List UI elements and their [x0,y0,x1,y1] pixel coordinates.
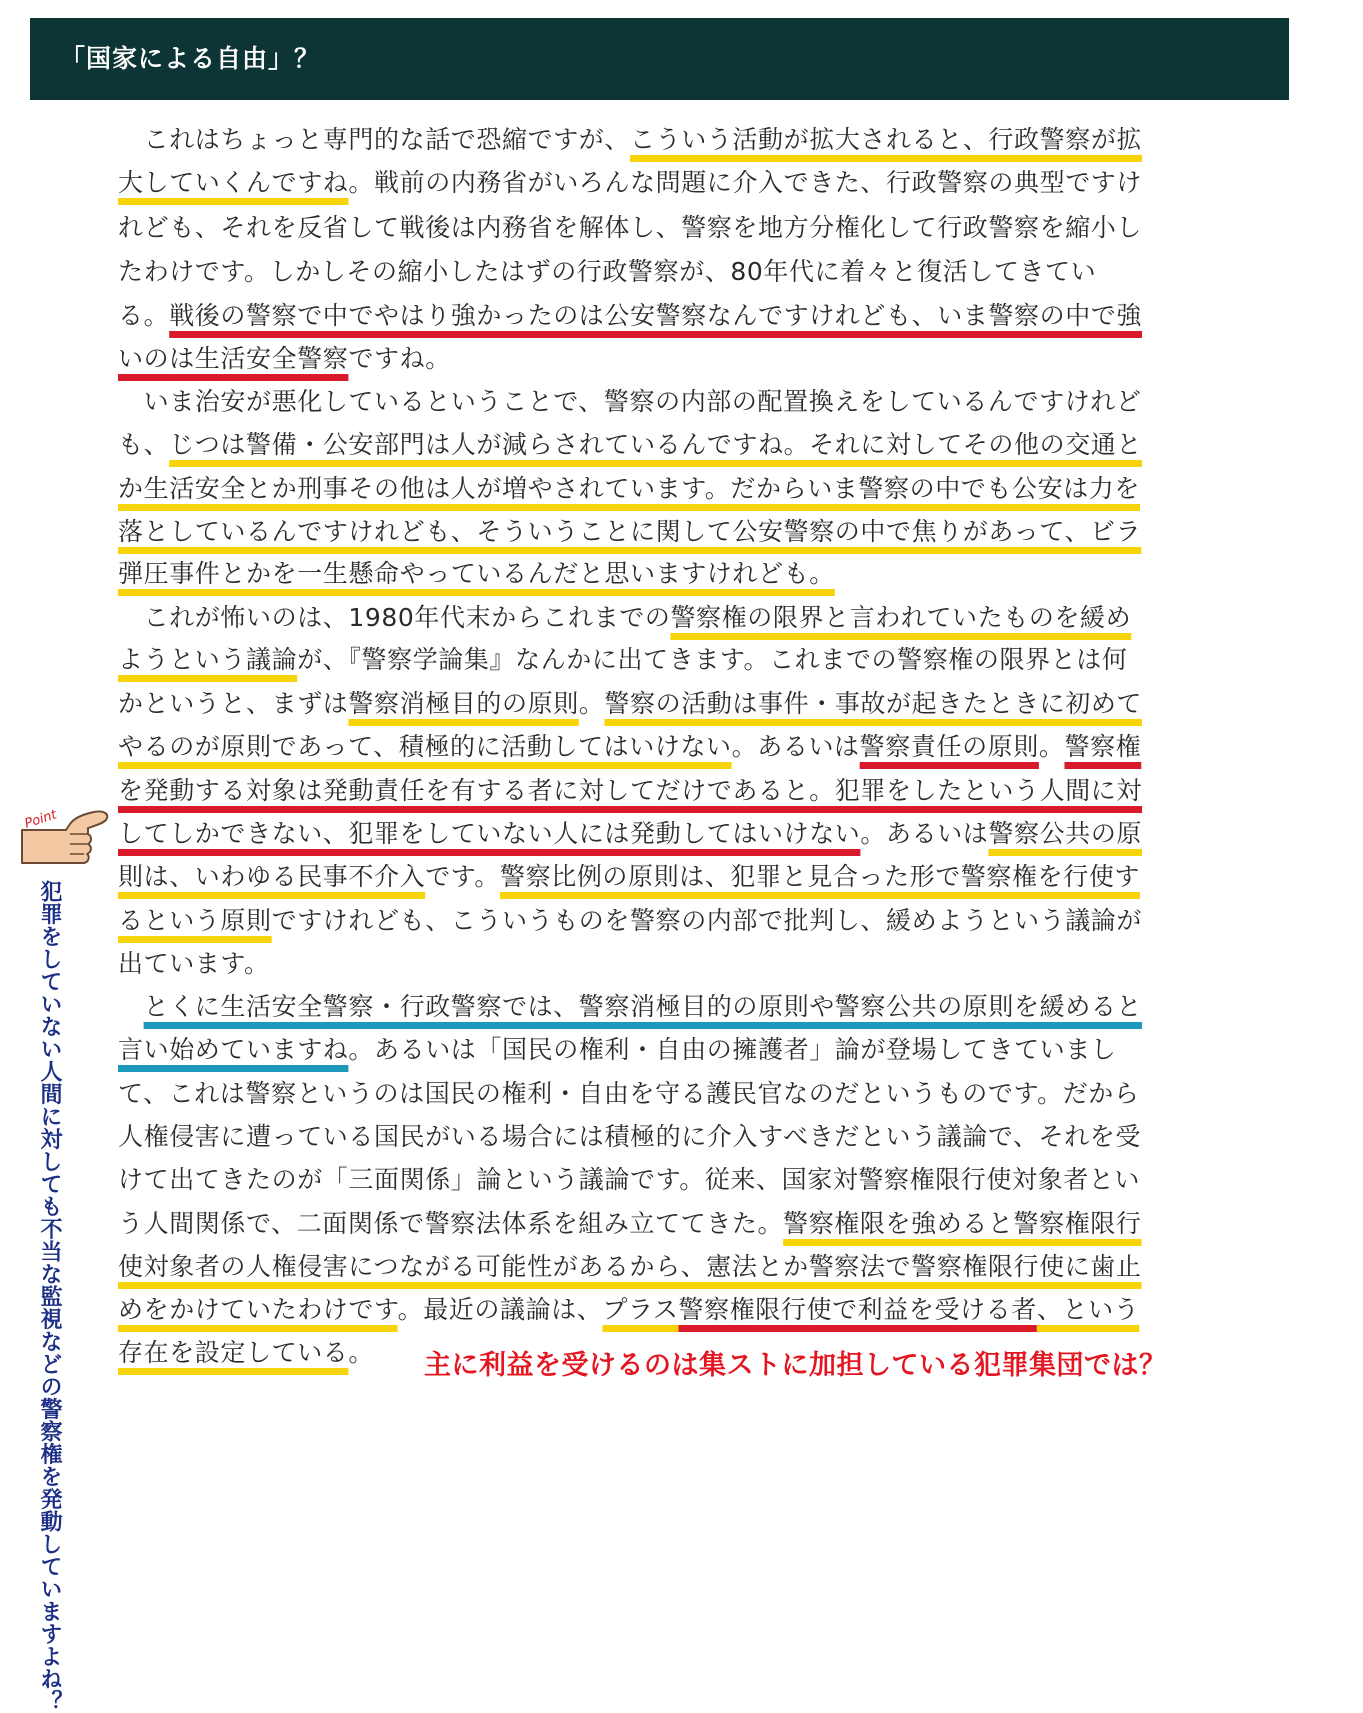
text-run: も、 [118,430,170,459]
text-line [118,1331,374,1374]
highlighted-phrase: るという原則 [118,906,272,935]
highlighted-phrase: 大していくんですね [118,168,349,197]
text-line [118,1158,1140,1201]
text-line [118,769,1142,812]
text-line [118,638,1128,681]
highlighted-phrase: 警察比例の原則は、犯罪と見合った形で警察権を行使す [500,862,1141,891]
text-run: たわけです。しかしその縮小したはずの行政警察が、80年代に着々と復活してきてい [118,257,1097,286]
text-line [118,380,1142,423]
highlighted-phrase: 、という [1036,1295,1140,1324]
highlighted-phrase: 警察公共の原 [988,819,1143,848]
text-run: が、『警察学論集』なんかに出てきます。これまでの警察権の限界とは何 [297,645,1128,674]
text-run: 。 [348,1338,375,1367]
highlighted-phrase: 弾圧事件とかを一生懸命やっているんだと思いますけれども。 [118,559,835,588]
text-run: 。最近の議論は、 [397,1295,603,1324]
text-line [118,552,835,595]
highlighted-phrase: 警察の活動は事件・事故が起きたときに初めて [604,689,1143,718]
text-line [118,206,1142,249]
highlighted-phrase: か生活安全とか刑事その他は人が増やされています。だからいま警察の中でも公安は力を [118,474,1141,503]
text-line [118,118,1142,161]
text-run: 。あるいは [731,732,860,761]
text-run: 出ています。 [118,949,270,978]
text-line [118,1028,1116,1071]
highlighted-phrase: 落としているんですけれども、そういうことに関して公安警察の中で焦りがあって、ビラ [118,517,1142,546]
text-run: う人間関係で、二面関係で警察法体系を組み立ててきた。 [118,1209,784,1238]
text-run: 。 [1038,732,1065,761]
point-label: Point [22,807,59,832]
text-line [118,596,1131,639]
highlighted-phrase: こういう活動が拡大されると、行政警察が拡 [630,125,1143,154]
pointing-hand-icon [14,800,114,880]
text-run: かというと、まずは [118,689,349,718]
text-run: です。 [425,862,501,891]
highlighted-phrase: 警察消極目的の原則 [348,689,579,718]
section-title: 「国家による自由」？ [60,44,321,73]
text-run: これが怖いのは、1980年代末からこれまでの [118,603,671,632]
highlighted-phrase: めをかけていたわけです [118,1295,398,1324]
text-line [118,467,1140,510]
text-line [118,682,1142,725]
highlighted-phrase: してしかできない、犯罪をしていない人には発動してはいけない [118,819,861,848]
text-line [118,1072,1140,1115]
highlighted-phrase: 警察権の限界と言われていたものを緩め [670,603,1132,632]
text-run: ですけれども、こういうものを警察の内部で批判し、緩めようという議論が [271,906,1143,935]
highlighted-phrase: 言い始めていますね [118,1035,349,1064]
text-run: て、これは警察というのは国民の権利・自由を守る護民官なのだというものです。だから [118,1079,1140,1108]
text-run: る。 [118,301,170,330]
highlighted-phrase: 警察権限行使で利益を受ける者 [678,1295,1037,1324]
text-run [118,992,144,1021]
text-run: けて出てきたのが「三面関係」論という議論です。従来、国家対警察権限行使対象者とい [118,1165,1141,1194]
text-line [118,161,1142,204]
text-run: 人権侵害に遭っている国民がいる場合には積極的に介入すべきだという議論で、それを受 [118,1122,1142,1151]
text-run: 。戦前の内務省がいろんな問題に介入できた、行政警察の典型ですけ [348,168,1143,197]
text-line [118,1288,1139,1331]
text-run: ですね。 [348,344,451,373]
text-line [118,294,1142,337]
section-header [30,18,1289,100]
text-line [118,1115,1141,1158]
text-line [118,985,1142,1028]
highlighted-phrase: とくに生活安全警察・行政警察では、警察消極目的の原則や警察公共の原則を緩めると [143,992,1143,1021]
text-line [118,899,1142,942]
text-line [118,1245,1142,1288]
text-run: 。 [578,689,605,718]
text-run: れども、それを反省して戦後は内務省を解体し、警察を地方分権化して行政警察を縮小し [118,213,1143,242]
highlighted-phrase: じつは警備・公安部門は人が減らされているんですね。それに対してその他の交通と [169,430,1143,459]
highlighted-phrase: ようという議論 [118,645,298,674]
side-note: 犯罪をしていない人間に対しても不当な監視などの警察権を発動していますよね？ [37,880,62,1713]
text-run: これはちょっと専門的な話で恐縮ですが、 [118,125,631,154]
text-line [118,423,1142,466]
highlighted-phrase: を発動する対象は発動責任を有する者に対してだけであると。犯罪をしたという人間に対 [118,776,1143,805]
text-line [118,812,1142,855]
text-line [118,337,451,380]
highlighted-phrase: 警察責任の原則 [859,732,1039,761]
text-line [118,250,1096,293]
highlighted-phrase: 警察権限を強めると警察権限行 [783,1209,1142,1238]
text-run: 。あるいは「国民の権利・自由の擁護者」論が登場してきていまし [348,1035,1117,1064]
text-run: 。あるいは [860,819,989,848]
text-line [118,942,270,985]
text-line [118,510,1141,553]
highlighted-phrase: やるのが原則であって、積極的に活動してはいけない [118,732,732,761]
highlighted-phrase: 存在を設定している [118,1338,349,1367]
highlighted-phrase: いのは生活安全警察 [118,344,349,373]
highlighted-phrase: 戦後の警察で中でやはり強かったのは公安警察なんですけれども、いま警察の中で強 [169,301,1143,330]
highlighted-phrase: 使対象者の人権侵害につながる可能性があるから、憲法とか警察法で警察権限行使に歯止 [118,1252,1142,1281]
text-line [118,1202,1142,1245]
text-line [118,855,1140,898]
highlighted-phrase: 則は、いわゆる民事不介入 [118,862,426,891]
bottom-question: 主に利益を受けるのは集ストに加担している犯罪集団では？ [424,1350,1167,1381]
highlighted-phrase: プラス [602,1295,679,1324]
highlighted-phrase: 警察権 [1064,732,1142,761]
text-run: いま治安が悪化しているということで、警察の内部の配置換えをしているんですけれど [118,387,1142,416]
text-line [118,725,1141,768]
